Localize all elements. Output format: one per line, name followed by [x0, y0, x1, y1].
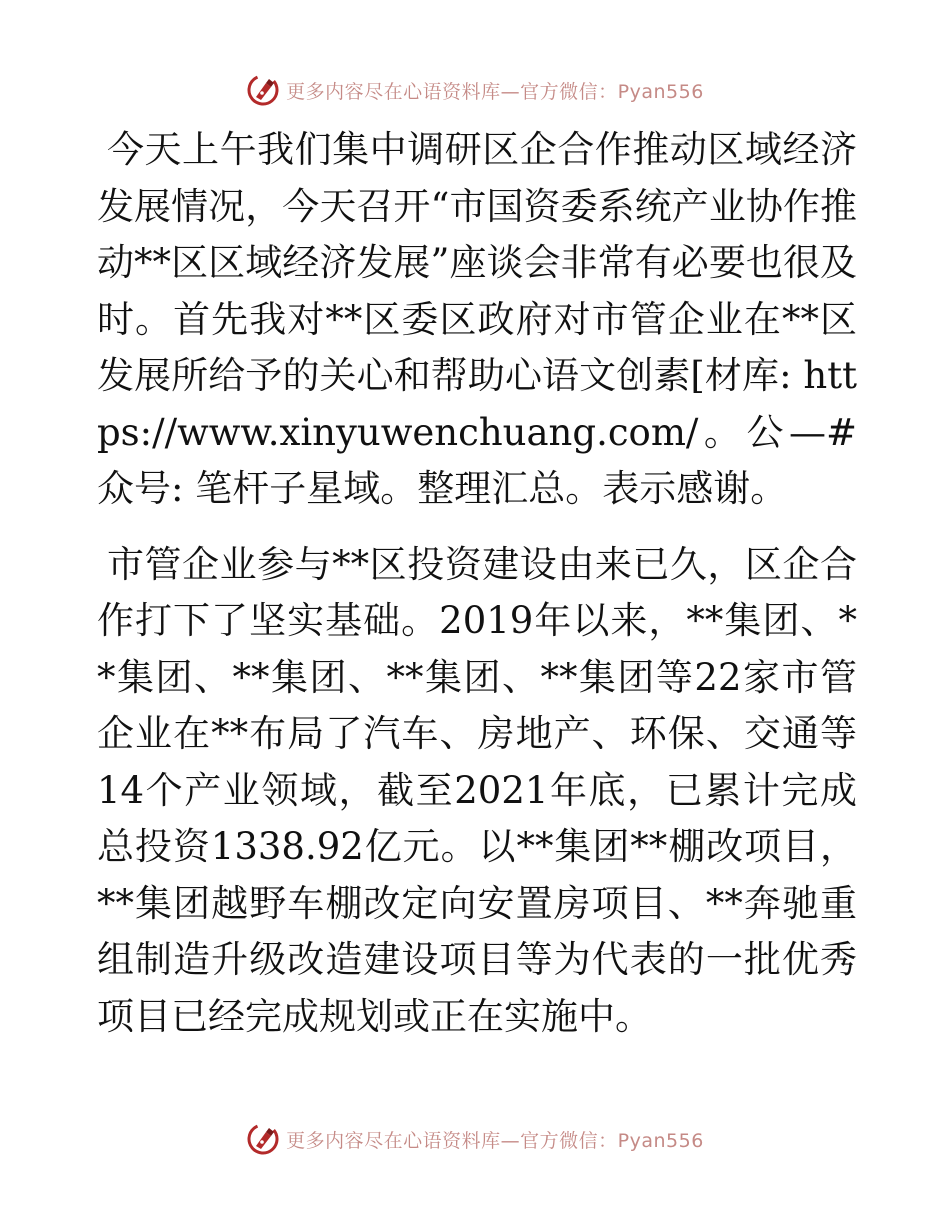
pen-nib-logo-icon — [246, 1122, 280, 1156]
document-body — [97, 122, 857, 1045]
footer-banner-text: 更多内容尽在心语资料库—官方微信：Pyan556 — [286, 1129, 704, 1152]
header-banner-text: 更多内容尽在心语资料库—官方微信：Pyan556 — [286, 80, 704, 103]
pen-nib-logo-icon — [246, 73, 280, 107]
header-banner — [0, 70, 950, 110]
footer-banner-inner — [246, 1122, 704, 1156]
paragraph-1: 今天上午我们集中调研区企合作推动区域经济发展情况，今天召开“市国资委系统产业协作推动**区区域经济发展”座谈会非常有必要也很及时。首先我对**区委区政府对市管企业在**区发展所给予的关心和帮助心语文创素[材库: https://www.xinyuwenchuang.com/。公—#众号: 笔杆子星域。整理汇总。表示感谢。 — [97, 128, 857, 510]
header-banner-inner — [246, 73, 704, 107]
paragraph-2: 市管企业参与**区投资建设由来已久，区企合作打下了坚实基础。2019年以来，**集团、**集团、**集团、**集团、**集团等22家市管企业在**布局了汽车、房地产、环保、交通等14个产业领域，截至2021年底，已累计完成总投资1338.92亿元。以**集团**棚改项目，**集团越野车棚改定向安置房项目、**奔驰重组制造升级改造建设项目等为代表的一批优秀项目已经完成规划或正在实施中。 — [97, 542, 857, 1038]
footer-banner — [0, 1119, 950, 1159]
